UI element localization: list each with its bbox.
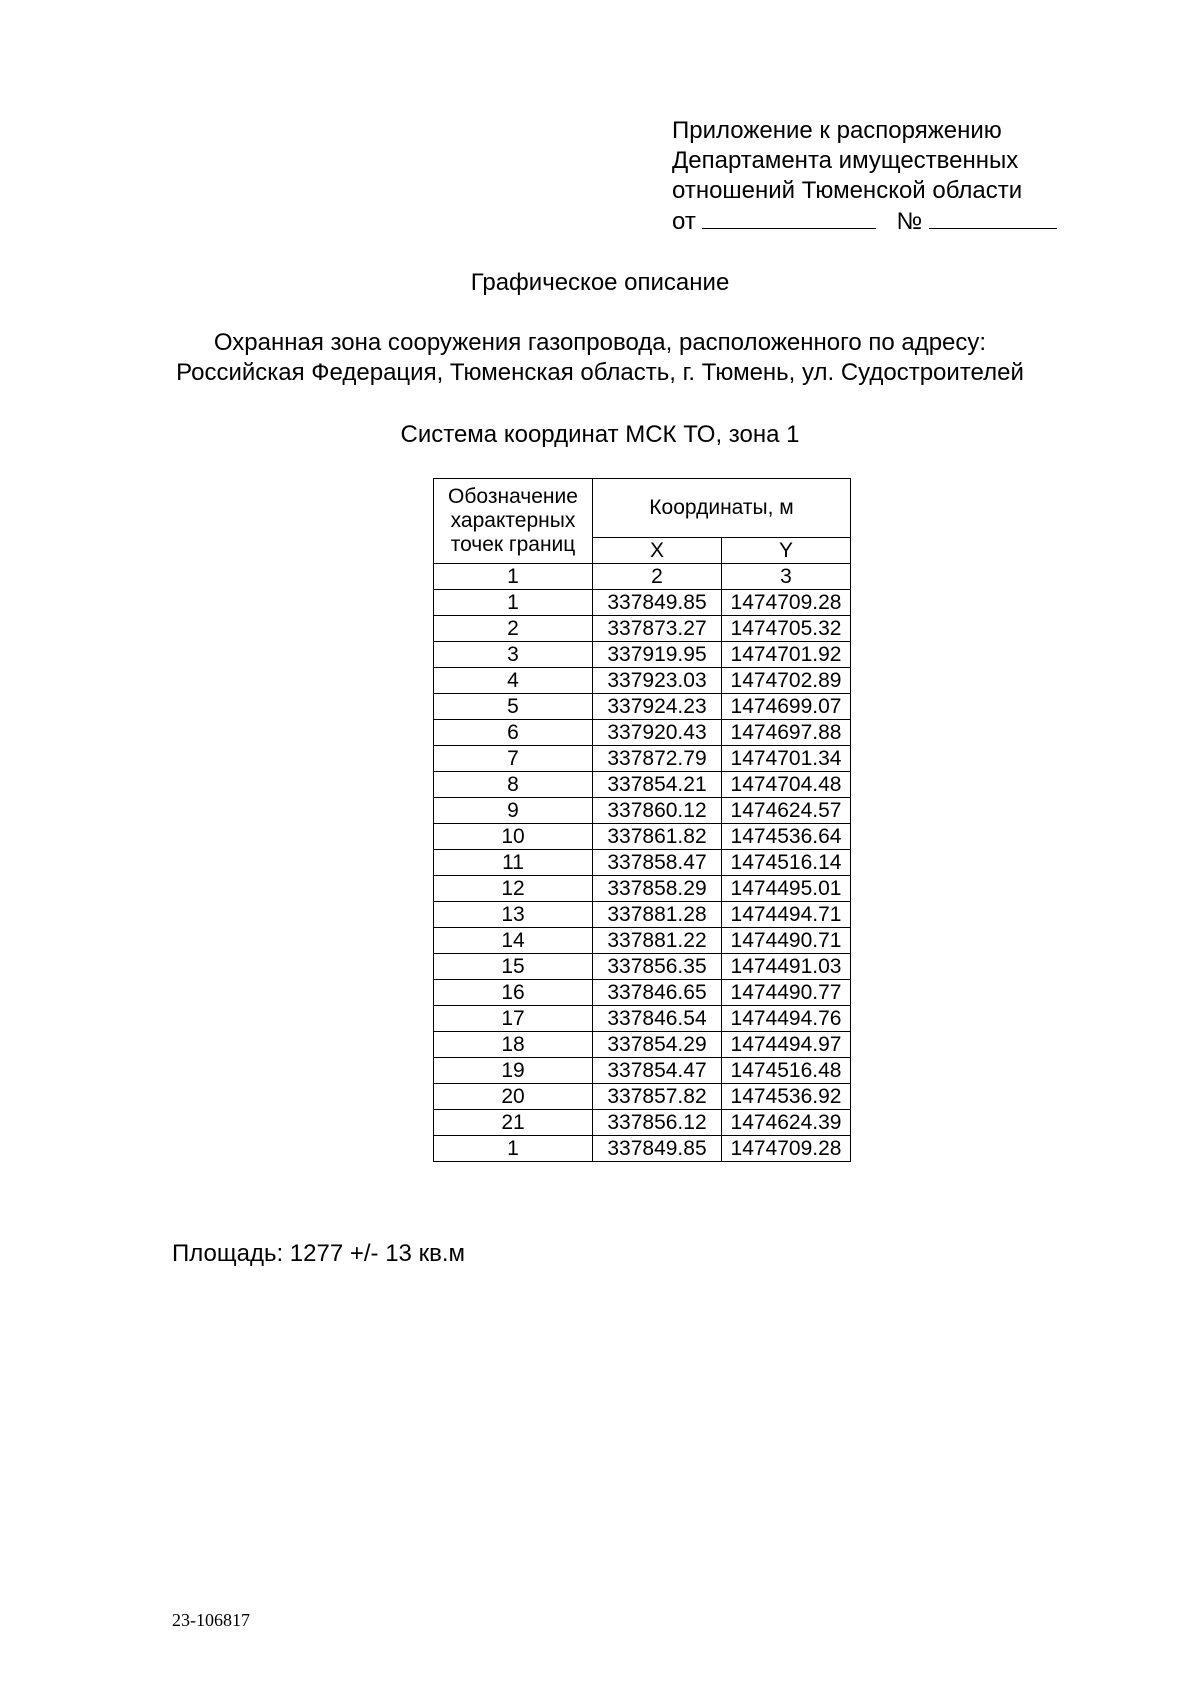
y-coordinate-cell: 1474494.76 [722, 1006, 851, 1032]
appendix-date-number-line [672, 206, 1057, 237]
point-number-cell: 19 [434, 1058, 593, 1084]
x-coordinate-cell: 337854.21 [593, 772, 722, 798]
x-coordinate-cell: 337872.79 [593, 746, 722, 772]
table-row [434, 668, 851, 694]
table-row [434, 954, 851, 980]
header-y: Y [722, 538, 851, 564]
table-row [434, 902, 851, 928]
table-row [434, 850, 851, 876]
y-coordinate-cell: 1474516.14 [722, 850, 851, 876]
x-coordinate-cell: 337846.54 [593, 1006, 722, 1032]
coordinates-body [434, 590, 851, 1162]
point-number-cell: 6 [434, 720, 593, 746]
point-number-cell: 1 [434, 590, 593, 616]
table-row [434, 876, 851, 902]
x-coordinate-cell: 337856.12 [593, 1110, 722, 1136]
table-row [434, 1058, 851, 1084]
x-coordinate-cell: 337857.82 [593, 1084, 722, 1110]
point-number-cell: 2 [434, 616, 593, 642]
point-number-cell: 9 [434, 798, 593, 824]
table-row [434, 928, 851, 954]
table-row [434, 980, 851, 1006]
x-coordinate-cell: 337849.85 [593, 590, 722, 616]
x-coordinate-cell: 337854.47 [593, 1058, 722, 1084]
table-row [434, 720, 851, 746]
y-coordinate-cell: 1474490.77 [722, 980, 851, 1006]
y-coordinate-cell: 1474490.71 [722, 928, 851, 954]
x-coordinate-cell: 337858.47 [593, 850, 722, 876]
number-label: № [896, 208, 923, 235]
point-number-cell: 3 [434, 642, 593, 668]
table-row [434, 1032, 851, 1058]
document-number: 23-106817 [172, 1610, 250, 1630]
table-row [434, 772, 851, 798]
header-point-label: Обозначение характерных точек границ [434, 479, 593, 564]
point-number-cell: 10 [434, 824, 593, 850]
y-coordinate-cell: 1474491.03 [722, 954, 851, 980]
appendix-block [672, 116, 1057, 237]
table-row [434, 616, 851, 642]
table-row [434, 642, 851, 668]
y-coordinate-cell: 1474536.92 [722, 1084, 851, 1110]
y-coordinate-cell: 1474705.32 [722, 616, 851, 642]
point-number-cell: 7 [434, 746, 593, 772]
x-coordinate-cell: 337919.95 [593, 642, 722, 668]
y-coordinate-cell: 1474624.39 [722, 1110, 851, 1136]
x-coordinate-cell: 337856.35 [593, 954, 722, 980]
date-label: от [672, 208, 696, 235]
point-number-cell: 15 [434, 954, 593, 980]
appendix-line-1: Приложение к распоряжению [672, 117, 1002, 144]
header-x: X [593, 538, 722, 564]
point-number-cell: 8 [434, 772, 593, 798]
point-number-cell: 13 [434, 902, 593, 928]
x-coordinate-cell: 337881.22 [593, 928, 722, 954]
point-number-cell: 4 [434, 668, 593, 694]
x-coordinate-cell: 337924.23 [593, 694, 722, 720]
y-coordinate-cell: 1474699.07 [722, 694, 851, 720]
point-number-cell: 20 [434, 1084, 593, 1110]
point-number-cell: 14 [434, 928, 593, 954]
y-coordinate-cell: 1474701.34 [722, 746, 851, 772]
subject-line-2: Российская Федерация, Тюменская область, г. Тюмень, ул. Судостроителей [176, 359, 1024, 386]
table-row [434, 824, 851, 850]
y-coordinate-cell: 1474697.88 [722, 720, 851, 746]
point-number-cell: 21 [434, 1110, 593, 1136]
header-coordinates: Координаты, м [593, 479, 851, 538]
x-coordinate-cell: 337846.65 [593, 980, 722, 1006]
y-coordinate-cell: 1474709.28 [722, 590, 851, 616]
y-coordinate-cell: 1474704.48 [722, 772, 851, 798]
x-coordinate-cell: 337920.43 [593, 720, 722, 746]
coordinate-system: Система координат МСК ТО, зона 1 [400, 421, 800, 448]
x-coordinate-cell: 337860.12 [593, 798, 722, 824]
y-coordinate-cell: 1474516.48 [722, 1058, 851, 1084]
x-coordinate-cell: 337923.03 [593, 668, 722, 694]
point-number-cell: 18 [434, 1032, 593, 1058]
date-blank [702, 206, 876, 229]
y-coordinate-cell: 1474494.71 [722, 902, 851, 928]
x-coordinate-cell: 337858.29 [593, 876, 722, 902]
point-number-cell: 12 [434, 876, 593, 902]
y-coordinate-cell: 1474495.01 [722, 876, 851, 902]
y-coordinate-cell: 1474536.64 [722, 824, 851, 850]
area-value: Площадь: 1277 +/- 13 кв.м [172, 1240, 465, 1267]
y-coordinate-cell: 1474494.97 [722, 1032, 851, 1058]
table-row [434, 694, 851, 720]
x-coordinate-cell: 337873.27 [593, 616, 722, 642]
column-number: 1 [434, 564, 593, 590]
appendix-line-3: отношений Тюменской области [672, 177, 1023, 204]
table-row [434, 1136, 851, 1162]
appendix-line-2: Департамента имущественных [672, 147, 1019, 174]
x-coordinate-cell: 337849.85 [593, 1136, 722, 1162]
number-blank [929, 206, 1057, 229]
table-row [434, 1110, 851, 1136]
y-coordinate-cell: 1474702.89 [722, 668, 851, 694]
subject-line-1: Охранная зона сооружения газопровода, расположенного по адресу: [213, 329, 987, 356]
point-number-cell: 1 [434, 1136, 593, 1162]
table-row [434, 1084, 851, 1110]
coordinates-table [433, 478, 851, 1162]
x-coordinate-cell: 337881.28 [593, 902, 722, 928]
table-row [434, 590, 851, 616]
table-row [434, 798, 851, 824]
subject-block [0, 328, 1200, 388]
y-coordinate-cell: 1474701.92 [722, 642, 851, 668]
point-number-cell: 5 [434, 694, 593, 720]
table-row [434, 746, 851, 772]
x-coordinate-cell: 337854.29 [593, 1032, 722, 1058]
column-number: 3 [722, 564, 851, 590]
x-coordinate-cell: 337861.82 [593, 824, 722, 850]
y-coordinate-cell: 1474624.57 [722, 798, 851, 824]
table-row [434, 1006, 851, 1032]
y-coordinate-cell: 1474709.28 [722, 1136, 851, 1162]
point-number-cell: 17 [434, 1006, 593, 1032]
document-title: Графическое описание [470, 269, 730, 296]
point-number-cell: 11 [434, 850, 593, 876]
column-number: 2 [593, 564, 722, 590]
point-number-cell: 16 [434, 980, 593, 1006]
